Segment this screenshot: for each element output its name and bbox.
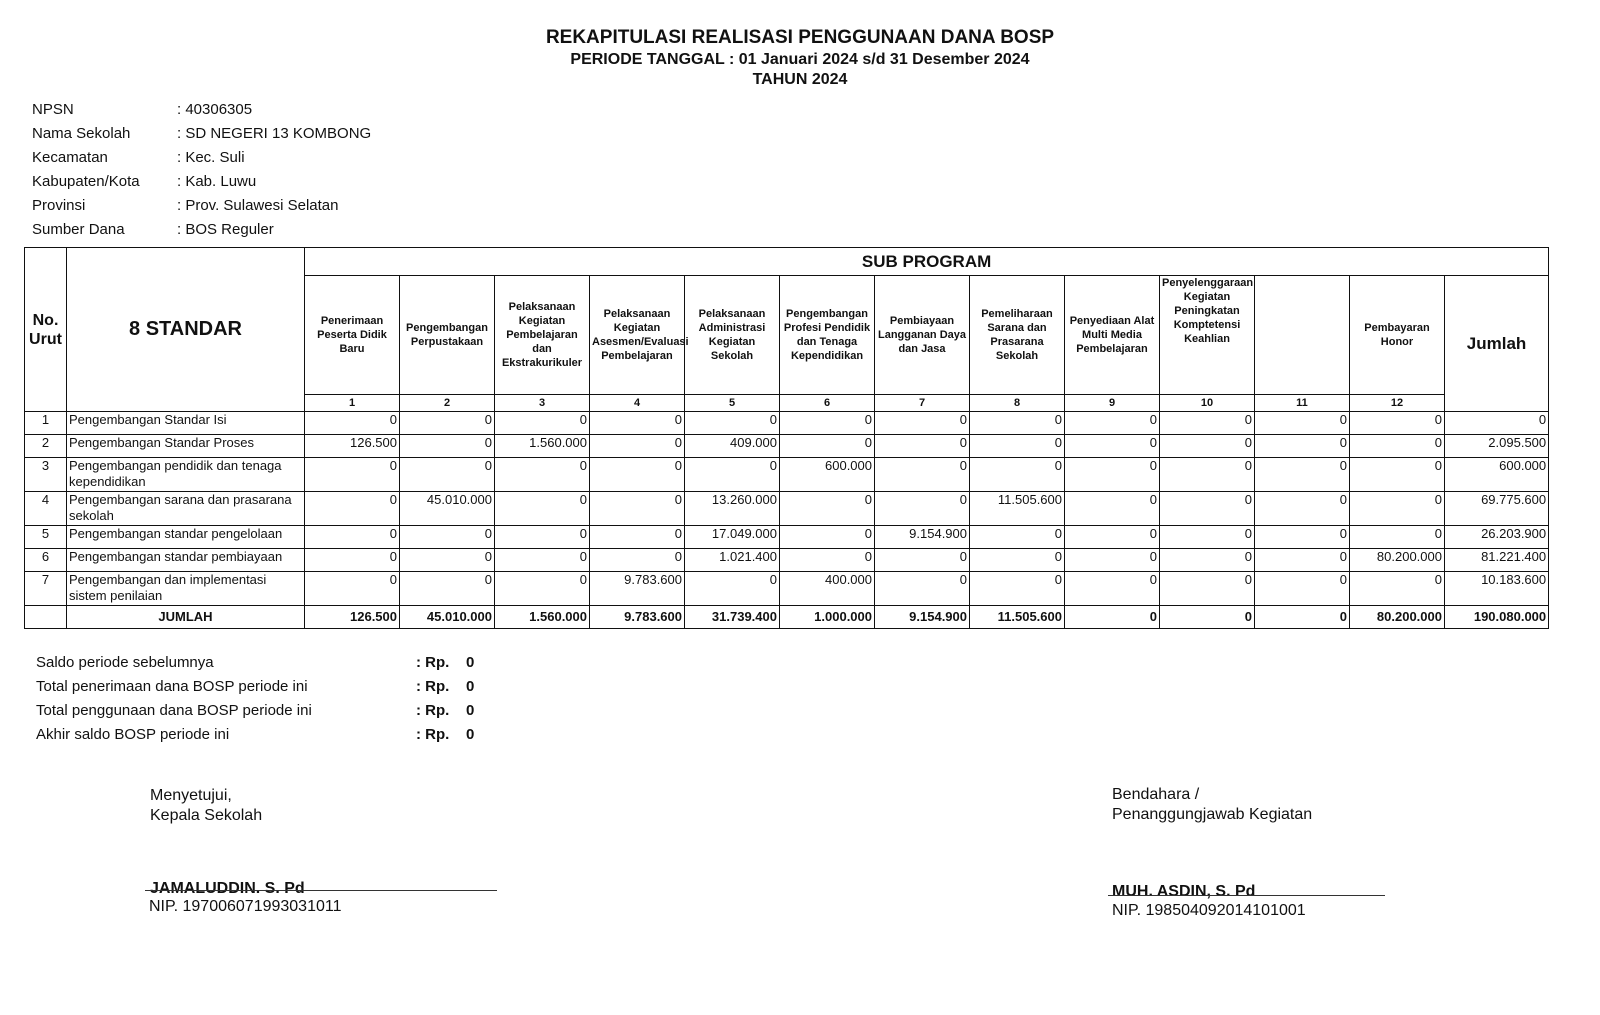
row-value: 45.010.000 (400, 492, 495, 526)
totals-value: 0 (1160, 606, 1255, 629)
header-col-2: Pengembangan Perpustakaan (400, 276, 495, 395)
row-value: 0 (1160, 526, 1255, 549)
treasurer-name: MUH. ASDIN, S. Pd (1112, 883, 1256, 900)
info-province: Provinsi : Prov. Sulawesi Selatan (32, 197, 339, 214)
row-value: 0 (400, 435, 495, 458)
row-value: 0 (1160, 549, 1255, 572)
row-standard-name: Pengembangan standar pembiayaan (67, 549, 305, 572)
totals-value: 45.010.000 (400, 606, 495, 629)
row-value: 0 (875, 458, 970, 492)
report-header (0, 26, 1600, 90)
row-value: 0 (875, 435, 970, 458)
row-value: 13.260.000 (685, 492, 780, 526)
report-title: REKAPITULASI REALISASI PENGGUNAAN DANA BOSP (545, 27, 1055, 48)
table-body (25, 412, 1549, 629)
header-col-11 (1255, 276, 1350, 395)
totals-label: JUMLAH (67, 606, 305, 629)
row-value: 126.500 (305, 435, 400, 458)
row-value: 9.783.600 (590, 572, 685, 606)
row-value: 0 (305, 572, 400, 606)
row-value: 0 (590, 492, 685, 526)
totals-blank (25, 606, 67, 629)
row-value: 0 (590, 435, 685, 458)
header-col-4: Pelaksanaan Kegiatan Asesmen/Evaluasi Pembelajaran (590, 276, 685, 395)
info-npsn: NPSN : 40306305 (32, 101, 253, 118)
row-value: 0 (685, 572, 780, 606)
totals-row (25, 606, 1549, 629)
principal-nip: NIP. 197006071993031011 (149, 898, 342, 915)
row-value: 0 (1160, 572, 1255, 606)
row-value: 0 (1255, 549, 1350, 572)
row-standard-name: Pengembangan Standar Isi (67, 412, 305, 435)
row-value: 1.560.000 (495, 435, 590, 458)
header-num-6: 6 (780, 395, 875, 412)
summary-total-receipts: Total penerimaan dana BOSP periode ini : Rp. 0 (36, 678, 475, 695)
row-total: 10.183.600 (1445, 572, 1549, 606)
row-value: 0 (495, 412, 590, 435)
row-value: 80.200.000 (1350, 549, 1445, 572)
grand-total: 190.080.000 (1445, 606, 1549, 629)
row-value: 0 (1255, 412, 1350, 435)
header-col-10: Penyelenggaraan Kegiatan Peningkatan Komptetensi Keahlian (1160, 276, 1255, 395)
row-value: 0 (305, 526, 400, 549)
row-value: 0 (1350, 435, 1445, 458)
row-value: 0 (780, 526, 875, 549)
principal-name: JAMALUDDIN. S. Pd (150, 880, 305, 897)
row-value: 0 (970, 572, 1065, 606)
row-total: 600.000 (1445, 458, 1549, 492)
row-value: 0 (685, 458, 780, 492)
treasurer-nip: NIP. 198504092014101001 (1112, 902, 1306, 919)
header-col-1: Penerimaan Peserta Didik Baru (305, 276, 400, 395)
totals-value: 126.500 (305, 606, 400, 629)
row-standard-name: Pengembangan standar pengelolaan (67, 526, 305, 549)
row-value: 0 (400, 412, 495, 435)
row-value: 0 (1160, 412, 1255, 435)
info-fund-source: Sumber Dana : BOS Reguler (32, 221, 274, 238)
table-row (25, 412, 1549, 435)
row-number: 1 (25, 412, 67, 435)
header-col-6: Pengembangan Profesi Pendidik dan Tenaga Kependidikan (780, 276, 875, 395)
header-num-11: 11 (1255, 395, 1350, 412)
row-value: 0 (875, 572, 970, 606)
row-value: 0 (400, 526, 495, 549)
row-total: 2.095.500 (1445, 435, 1549, 458)
row-standard-name: Pengembangan Standar Proses (67, 435, 305, 458)
row-number: 7 (25, 572, 67, 606)
totals-value: 11.505.600 (970, 606, 1065, 629)
row-value: 17.049.000 (685, 526, 780, 549)
row-value: 0 (1065, 492, 1160, 526)
row-value: 409.000 (685, 435, 780, 458)
totals-value: 31.739.400 (685, 606, 780, 629)
row-value: 0 (875, 412, 970, 435)
row-value: 0 (1065, 412, 1160, 435)
row-value: 0 (400, 549, 495, 572)
row-number: 5 (25, 526, 67, 549)
row-value: 0 (970, 549, 1065, 572)
row-value: 0 (590, 549, 685, 572)
report-year: TAHUN 2024 (752, 71, 848, 88)
header-col-12: Pembayaran Honor (1350, 276, 1445, 395)
row-value: 0 (970, 526, 1065, 549)
header-num-9: 9 (1065, 395, 1160, 412)
info-regency: Kabupaten/Kota : Kab. Luwu (32, 173, 257, 190)
row-value: 0 (590, 412, 685, 435)
row-standard-name: Pengembangan dan implementasi sistem penilaian (67, 572, 305, 606)
row-value: 0 (495, 526, 590, 549)
table-row (25, 458, 1549, 492)
header-num-3: 3 (495, 395, 590, 412)
row-value: 0 (305, 549, 400, 572)
row-number: 6 (25, 549, 67, 572)
row-value: 0 (780, 492, 875, 526)
totals-value: 1.000.000 (780, 606, 875, 629)
totals-value: 9.154.900 (875, 606, 970, 629)
row-value: 0 (1255, 458, 1350, 492)
row-value: 0 (1065, 458, 1160, 492)
row-value: 0 (1350, 458, 1445, 492)
row-value: 0 (1255, 526, 1350, 549)
header-col-7: Pembiayaan Langganan Daya dan Jasa (875, 276, 970, 395)
row-value: 0 (400, 572, 495, 606)
row-value: 0 (1065, 435, 1160, 458)
row-value: 9.154.900 (875, 526, 970, 549)
totals-value: 9.783.600 (590, 606, 685, 629)
row-value: 0 (780, 435, 875, 458)
header-num-8: 8 (970, 395, 1065, 412)
row-value: 0 (1350, 572, 1445, 606)
row-value: 0 (1160, 492, 1255, 526)
report-period: PERIODE TANGGAL : 01 Januari 2024 s/d 31 Desember 2024 (570, 51, 1030, 68)
row-value: 0 (1255, 435, 1350, 458)
table-row (25, 435, 1549, 458)
table-row (25, 526, 1549, 549)
row-value: 0 (970, 435, 1065, 458)
row-value: 0 (1160, 458, 1255, 492)
row-total: 81.221.400 (1445, 549, 1549, 572)
row-value: 0 (1065, 572, 1160, 606)
row-value: 0 (1350, 412, 1445, 435)
header-no-urut: No. Urut (25, 248, 67, 412)
header-sub-program: SUB PROGRAM (305, 248, 1549, 276)
row-value: 0 (685, 412, 780, 435)
row-total: 26.203.900 (1445, 526, 1549, 549)
row-number: 3 (25, 458, 67, 492)
row-value: 0 (970, 412, 1065, 435)
row-standard-name: Pengembangan pendidik dan tenaga kependidikan (67, 458, 305, 492)
info-district: Kecamatan : Kec. Suli (32, 149, 245, 166)
row-value: 0 (590, 526, 685, 549)
row-value: 0 (495, 492, 590, 526)
recap-table (24, 247, 1549, 629)
row-value: 0 (1160, 435, 1255, 458)
treasurer-signature-line (1108, 895, 1385, 896)
header-col-3: Pelaksanaan Kegiatan Pembelajaran dan Ekstrakurikuler (495, 276, 590, 395)
balance-summary (36, 651, 474, 747)
header-col-8: Pemeliharaan Sarana dan Prasarana Sekolah (970, 276, 1065, 395)
header-num-1: 1 (305, 395, 400, 412)
row-value: 1.021.400 (685, 549, 780, 572)
row-value: 0 (495, 572, 590, 606)
row-value: 0 (1065, 526, 1160, 549)
row-value: 11.505.600 (970, 492, 1065, 526)
header-num-2: 2 (400, 395, 495, 412)
table-row (25, 572, 1549, 606)
summary-ending-balance: Akhir saldo BOSP periode ini : Rp. 0 (36, 726, 475, 743)
header-col-5: Pelaksanaan Administrasi Kegiatan Sekolah (685, 276, 780, 395)
row-value: 0 (780, 412, 875, 435)
row-value: 400.000 (780, 572, 875, 606)
row-total: 69.775.600 (1445, 492, 1549, 526)
school-info (32, 98, 371, 242)
header-jumlah: Jumlah (1445, 276, 1549, 412)
totals-value: 0 (1065, 606, 1160, 629)
row-value: 0 (495, 458, 590, 492)
row-value: 600.000 (780, 458, 875, 492)
row-value: 0 (305, 458, 400, 492)
row-number: 2 (25, 435, 67, 458)
row-value: 0 (590, 458, 685, 492)
row-value: 0 (305, 492, 400, 526)
row-value: 0 (970, 458, 1065, 492)
summary-previous-balance: Saldo periode sebelumnya : Rp. 0 (36, 654, 475, 671)
row-value: 0 (875, 549, 970, 572)
table-row (25, 549, 1549, 572)
row-standard-name: Pengembangan sarana dan prasarana sekolah (67, 492, 305, 526)
totals-value: 0 (1255, 606, 1350, 629)
header-8-standar: 8 STANDAR (67, 248, 305, 412)
header-num-4: 4 (590, 395, 685, 412)
header-col-9: Penyediaan Alat Multi Media Pembelajaran (1065, 276, 1160, 395)
row-value: 0 (780, 549, 875, 572)
signature-principal: Menyetujui, Kepala Sekolah JAMALUDDIN. S. Pd (150, 787, 305, 897)
row-value: 0 (495, 549, 590, 572)
row-value: 0 (1255, 572, 1350, 606)
row-value: 0 (875, 492, 970, 526)
table-row (25, 492, 1549, 526)
row-value: 0 (1065, 549, 1160, 572)
totals-value: 1.560.000 (495, 606, 590, 629)
header-num-7: 7 (875, 395, 970, 412)
row-number: 4 (25, 492, 67, 526)
row-value: 0 (1255, 492, 1350, 526)
row-total: 0 (1445, 412, 1549, 435)
info-school-name: Nama Sekolah : SD NEGERI 13 KOMBONG (32, 125, 372, 142)
row-value: 0 (305, 412, 400, 435)
summary-total-usage: Total penggunaan dana BOSP periode ini : Rp. 0 (36, 702, 475, 719)
principal-signature-line (145, 890, 497, 891)
row-value: 0 (400, 458, 495, 492)
signature-treasurer: Bendahara / Penanggungjawab Kegiatan MUH. ASDIN, S. Pd (1112, 786, 1313, 900)
header-num-10: 10 (1160, 395, 1255, 412)
header-num-5: 5 (685, 395, 780, 412)
header-num-12: 12 (1350, 395, 1445, 412)
row-value: 0 (1350, 526, 1445, 549)
totals-value: 80.200.000 (1350, 606, 1445, 629)
row-value: 0 (1350, 492, 1445, 526)
